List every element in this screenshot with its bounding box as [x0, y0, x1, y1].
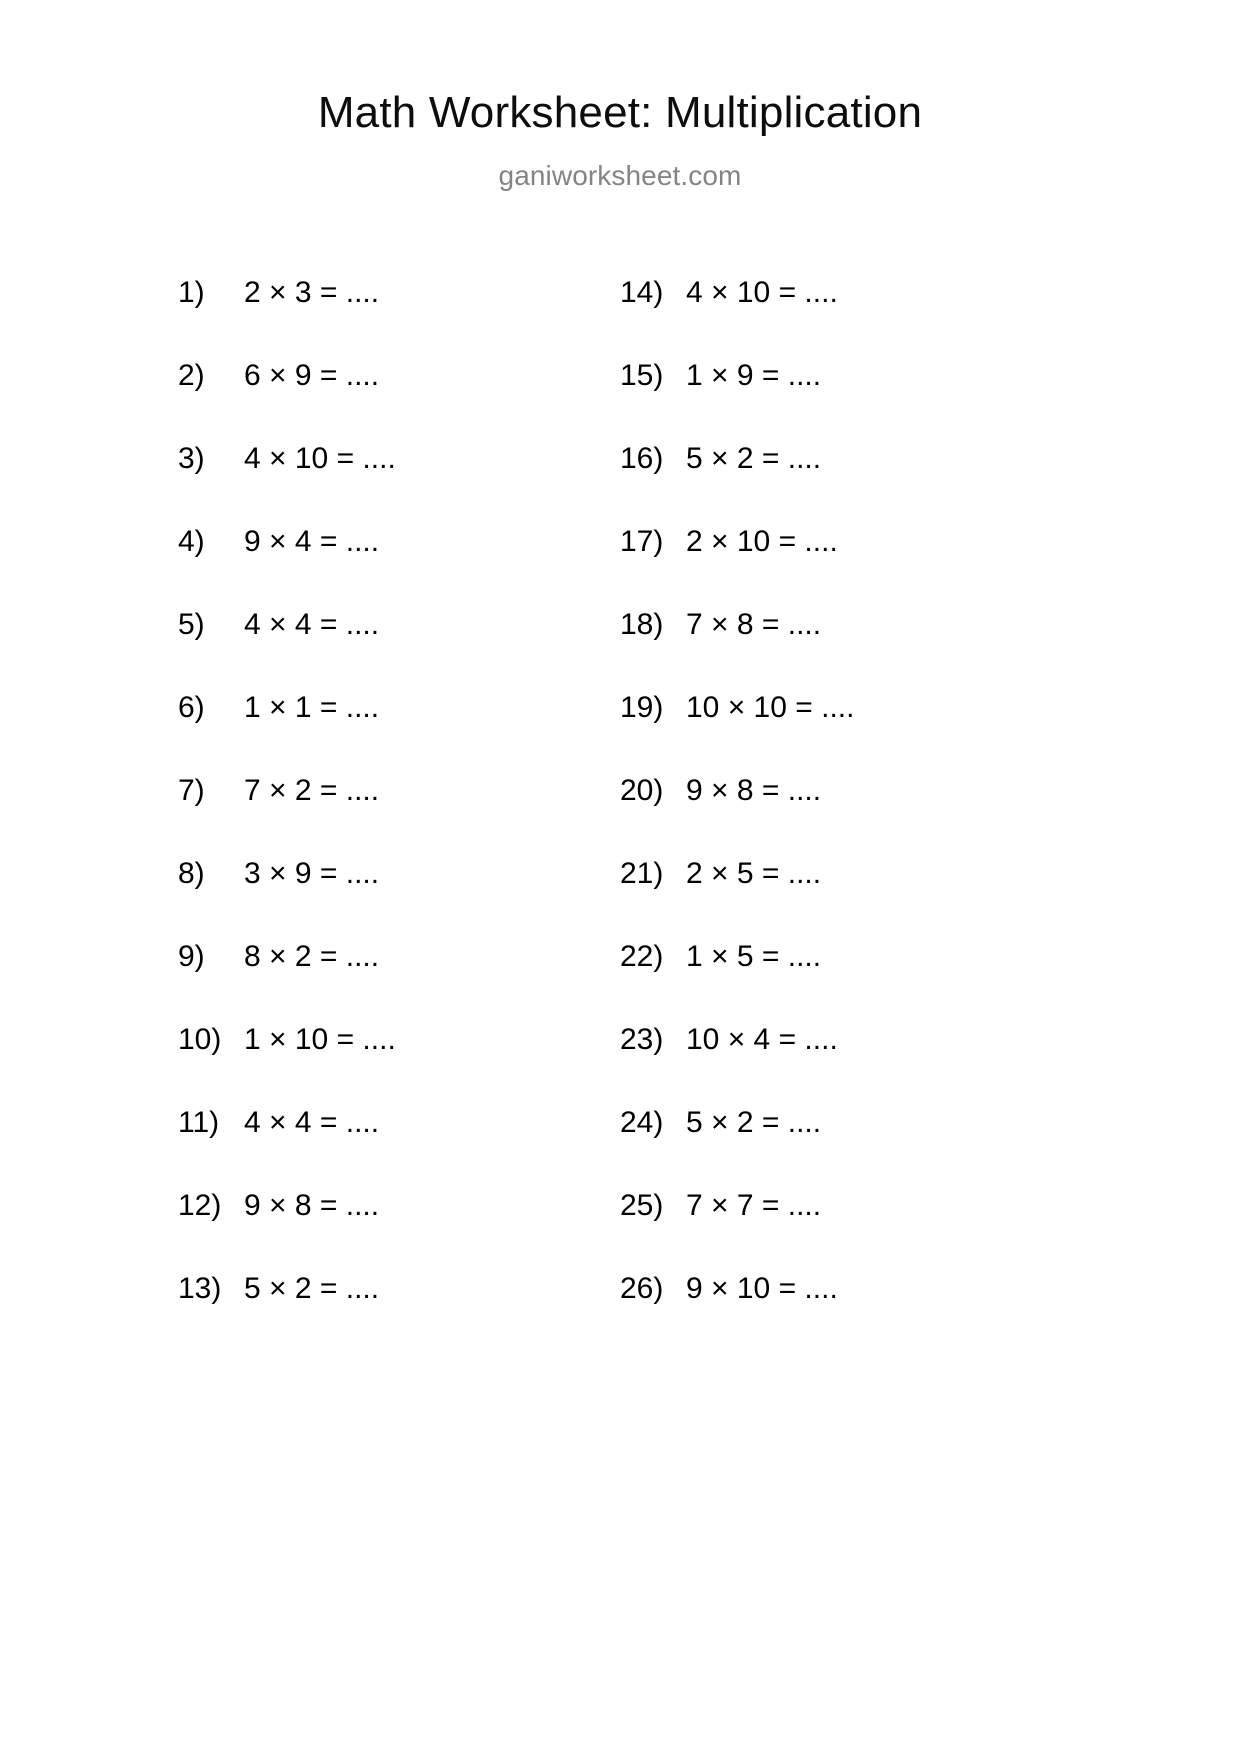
problem-number: 26): [620, 1272, 664, 1305]
problem-number: 2): [178, 359, 205, 392]
problem-item: [178, 359, 620, 442]
problem-number: 17): [620, 525, 664, 558]
problem-number: 13): [178, 1272, 222, 1305]
problem-number: 22): [620, 940, 664, 973]
problem-expression: 1 × 5 = ....: [686, 940, 822, 973]
problem-expression: 1 × 10 = ....: [244, 1023, 396, 1056]
problem-expression: 4 × 4 = ....: [244, 608, 380, 641]
problem-item: [620, 608, 1060, 691]
problem-item: [620, 1272, 1060, 1355]
problem-expression: 1 × 9 = ....: [686, 359, 822, 392]
problem-item: [178, 525, 620, 608]
problem-item: [620, 1189, 1060, 1272]
problem-number: 10): [178, 1023, 222, 1056]
problem-expression: 5 × 2 = ....: [686, 1106, 822, 1139]
right-column: [620, 276, 1060, 1355]
problem-expression: 7 × 8 = ....: [686, 608, 822, 641]
problem-number: 5): [178, 608, 205, 641]
problem-item: [620, 442, 1060, 525]
problem-expression: 2 × 5 = ....: [686, 857, 822, 890]
problem-item: [178, 276, 620, 359]
problem-expression: 2 × 3 = ....: [244, 276, 380, 309]
problem-expression: 9 × 10 = ....: [686, 1272, 838, 1305]
problem-number: 21): [620, 857, 664, 890]
problem-item: [620, 857, 1060, 940]
problem-expression: 8 × 2 = ....: [244, 940, 380, 973]
problem-list: [0, 276, 1240, 1355]
problem-expression: 9 × 8 = ....: [686, 774, 822, 807]
problem-expression: 1 × 1 = ....: [244, 691, 380, 724]
problem-item: [178, 1023, 620, 1106]
problem-expression: 4 × 4 = ....: [244, 1106, 380, 1139]
problem-item: [620, 359, 1060, 442]
page-title: Math Worksheet: Multiplication: [317, 88, 923, 137]
problem-number: 3): [178, 442, 205, 475]
problem-item: [178, 940, 620, 1023]
problem-number: 15): [620, 359, 664, 392]
problem-expression: 4 × 10 = ....: [686, 276, 838, 309]
problem-item: [178, 1272, 620, 1355]
problem-expression: 2 × 10 = ....: [686, 525, 838, 558]
problem-item: [620, 1106, 1060, 1189]
problem-number: 23): [620, 1023, 664, 1056]
problem-expression: 10 × 4 = ....: [686, 1023, 838, 1056]
problem-expression: 9 × 8 = ....: [244, 1189, 380, 1222]
problem-number: 19): [620, 691, 664, 724]
problem-item: [178, 857, 620, 940]
problem-number: 6): [178, 691, 205, 724]
site-credit: ganiworksheet.com: [498, 160, 742, 191]
problem-number: 14): [620, 276, 664, 309]
problem-item: [178, 608, 620, 691]
problem-expression: 7 × 7 = ....: [686, 1189, 822, 1222]
problem-item: [178, 774, 620, 857]
problem-number: 24): [620, 1106, 664, 1139]
problem-number: 12): [178, 1189, 222, 1222]
problem-item: [178, 1189, 620, 1272]
problem-number: 20): [620, 774, 664, 807]
problem-item: [620, 525, 1060, 608]
problem-expression: 3 × 9 = ....: [244, 857, 380, 890]
problem-expression: 7 × 2 = ....: [244, 774, 380, 807]
problem-number: 16): [620, 442, 664, 475]
problem-item: [178, 691, 620, 774]
problem-item: [178, 1106, 620, 1189]
problem-item: [620, 774, 1060, 857]
left-column: [178, 276, 620, 1355]
problem-number: 4): [178, 525, 205, 558]
problem-expression: 10 × 10 = ....: [686, 691, 855, 724]
problem-number: 25): [620, 1189, 664, 1222]
problem-expression: 5 × 2 = ....: [244, 1272, 380, 1305]
problem-number: 9): [178, 940, 205, 973]
problem-number: 7): [178, 774, 205, 807]
problem-expression: 5 × 2 = ....: [686, 442, 822, 475]
problem-number: 1): [178, 276, 205, 309]
problem-expression: 9 × 4 = ....: [244, 525, 380, 558]
problem-item: [620, 276, 1060, 359]
problem-number: 11): [178, 1106, 220, 1139]
problem-item: [178, 442, 620, 525]
problem-number: 18): [620, 608, 664, 641]
problem-item: [620, 940, 1060, 1023]
problem-number: 8): [178, 857, 205, 890]
problem-item: [620, 1023, 1060, 1106]
problem-expression: 6 × 9 = ....: [244, 359, 380, 392]
problem-item: [620, 691, 1060, 774]
problem-expression: 4 × 10 = ....: [244, 442, 396, 475]
